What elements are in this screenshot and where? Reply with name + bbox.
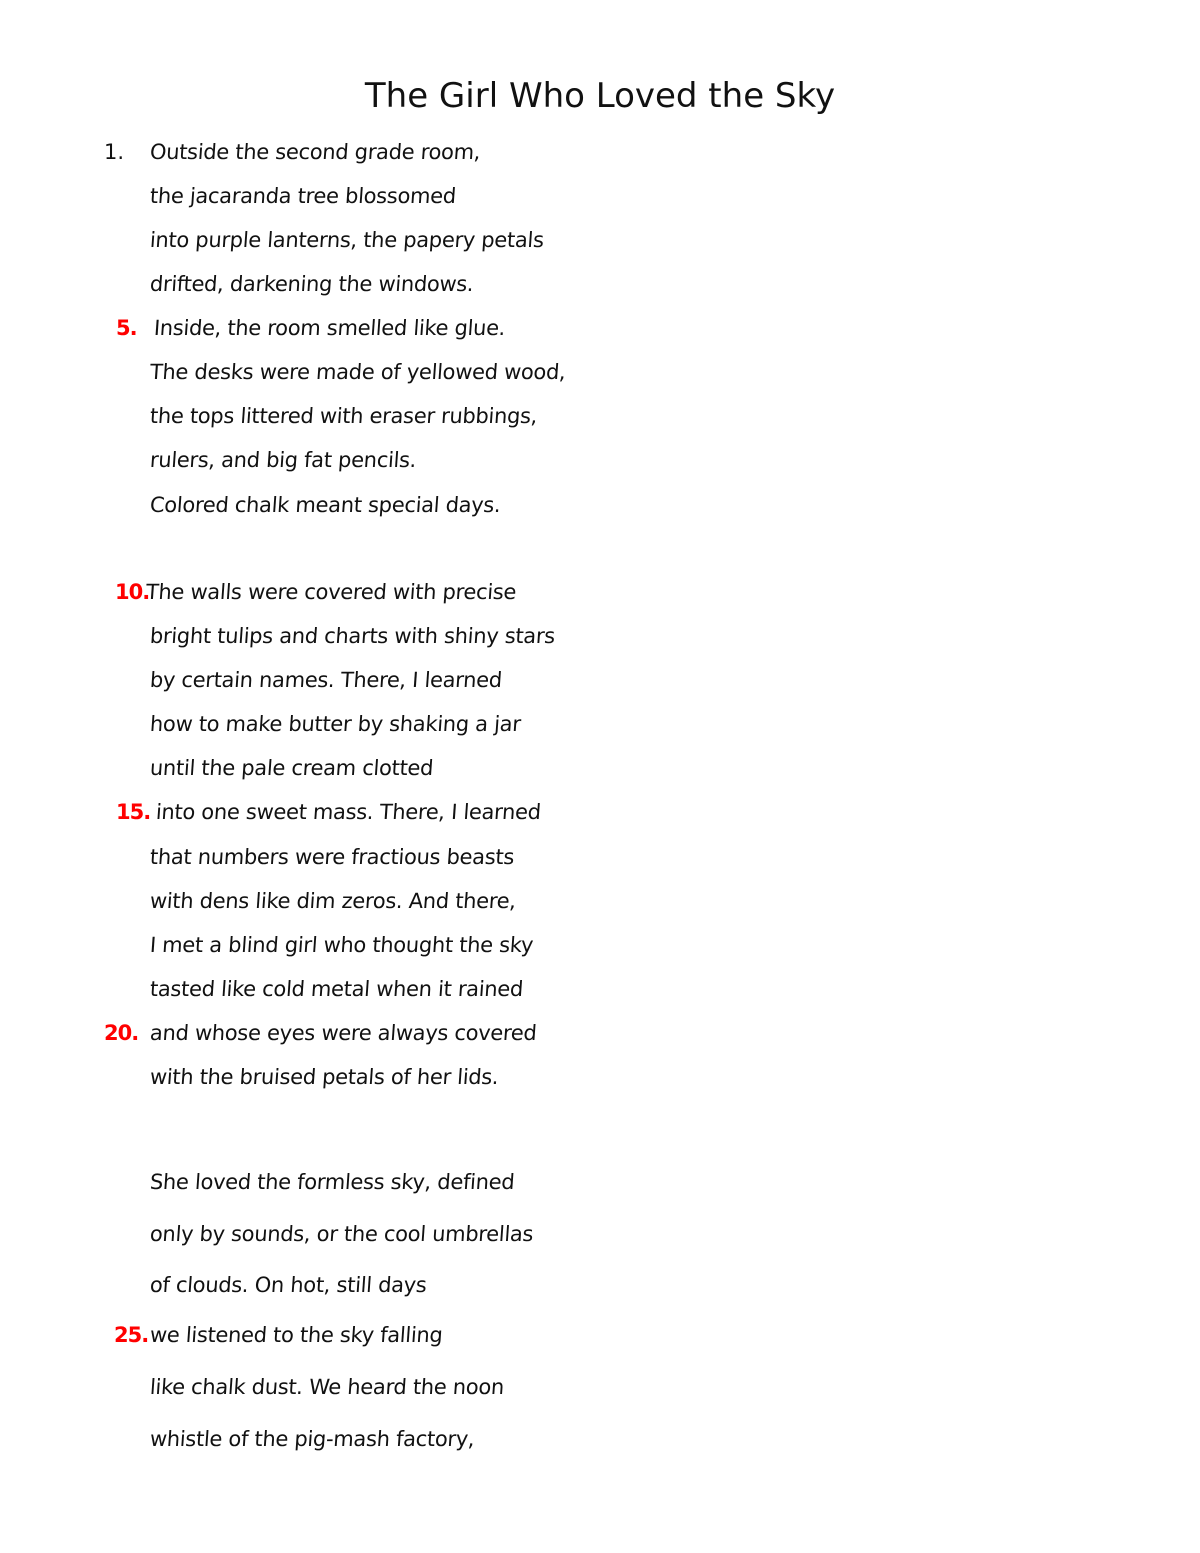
- poem-line: we listened to the sky falling: [149, 1323, 444, 1347]
- poem-line: tasted like cold metal when it rained: [149, 977, 524, 1001]
- poem-title: The Girl Who Loved the Sky: [364, 76, 836, 116]
- poem-line: into one sweet mass. There, I learned: [155, 800, 542, 824]
- poem-line: the tops littered with eraser rubbings,: [149, 404, 538, 428]
- poem-line: with the bruised petals of her lids.: [149, 1065, 500, 1089]
- line-number-5: 5.: [116, 316, 137, 340]
- poem-line: the jacaranda tree blossomed: [149, 184, 457, 208]
- poem-line: The walls were covered with precise: [145, 580, 517, 604]
- poem-line: with dens like dim zeros. And there,: [149, 889, 517, 913]
- poem-line: I met a blind girl who thought the sky: [149, 933, 534, 957]
- poem-line: how to make butter by shaking a jar: [149, 712, 522, 736]
- line-number-15: 15.: [116, 800, 151, 824]
- poem-line: of clouds. On hot, still days: [149, 1273, 428, 1297]
- poem-line: Colored chalk meant special days.: [149, 493, 502, 517]
- poem-line: Outside the second grade room,: [149, 140, 482, 164]
- poem-line: rulers, and big fat pencils.: [149, 448, 417, 472]
- poem-line: The desks were made of yellowed wood,: [149, 360, 567, 384]
- poem-line: and whose eyes were always covered: [149, 1021, 538, 1045]
- poem-line: whistle of the pig-mash factory,: [149, 1427, 476, 1451]
- poem-line: Inside, the room smelled like glue.: [153, 316, 507, 340]
- poem-line: She loved the formless sky, defined: [149, 1170, 516, 1194]
- line-number-10: 10.: [115, 580, 150, 604]
- line-number-1: 1.: [104, 140, 125, 164]
- poem-line: until the pale cream clotted: [149, 756, 434, 780]
- poem-line: only by sounds, or the cool umbrellas: [149, 1222, 535, 1246]
- poem-line: drifted, darkening the windows.: [149, 272, 475, 296]
- line-number-25: 25.: [114, 1323, 149, 1347]
- poem-line: by certain names. There, I learned: [149, 668, 503, 692]
- poem-line: that numbers were fractious beasts: [149, 845, 515, 869]
- poem-line: into purple lanterns, the papery petals: [149, 228, 545, 252]
- poem-line: bright tulips and charts with shiny stars: [149, 624, 556, 648]
- poem-line: like chalk dust. We heard the noon: [149, 1375, 505, 1399]
- line-number-20: 20.: [104, 1021, 139, 1045]
